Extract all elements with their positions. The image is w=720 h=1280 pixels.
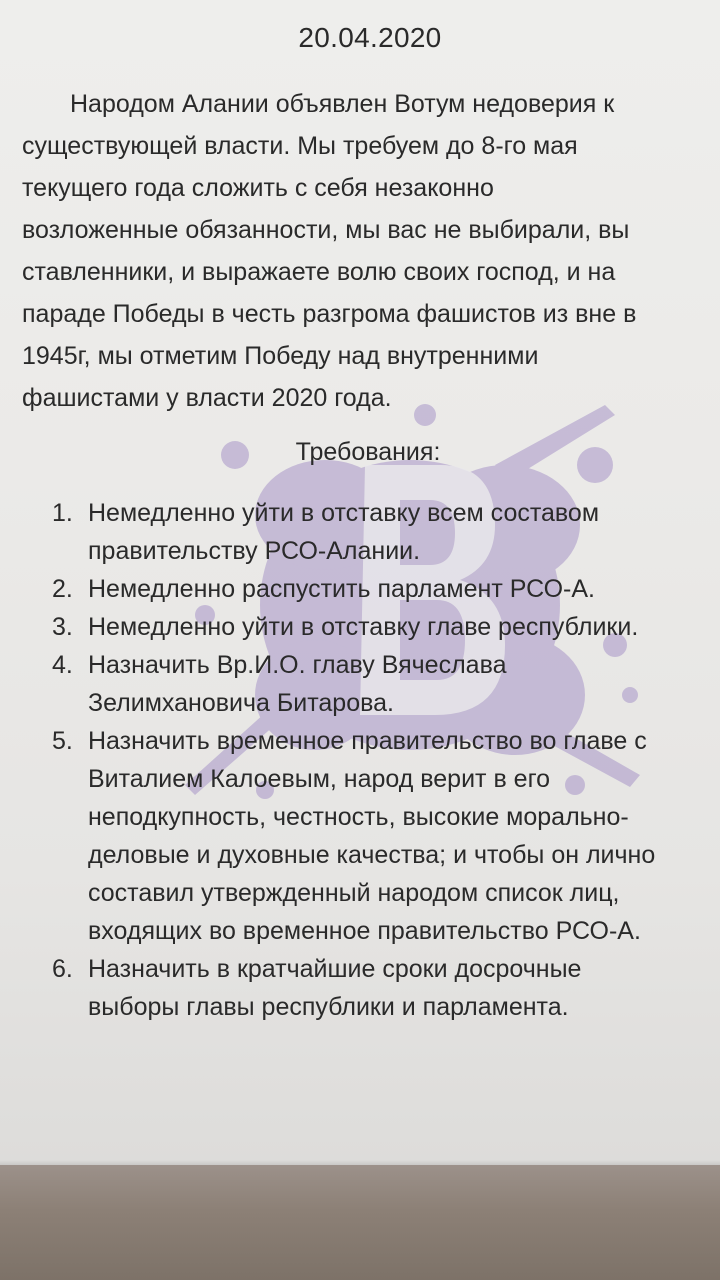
requirement-line: Немедленно распустить парламент РСО-А. — [88, 575, 596, 603]
requirement-line: Виталием Калоевым, народ верит в его — [88, 765, 551, 793]
requirement-line: Зелимхановича Битарова. — [88, 689, 394, 717]
requirement-line: выборы главы республики и парламента. — [88, 993, 569, 1021]
requirement-line: деловые и духовные качества; и чтобы он лично — [88, 841, 656, 869]
requirements-heading: Требования: — [295, 438, 441, 466]
paragraph-line: Народом Алании объявлен Вотум недоверия к — [70, 90, 615, 118]
requirement-number: 3. — [52, 613, 73, 641]
paragraph-line: 1945г, мы отметим Победу над внутренними — [22, 342, 539, 370]
document-date: 20.04.2020 — [298, 22, 442, 53]
requirement-line: входящих во временное правительство РСО-А. — [88, 917, 641, 945]
requirement-line: правительству РСО-Алании. — [88, 537, 421, 565]
requirement-number: 1. — [52, 499, 73, 527]
paragraph-line: возложенные обязанности, мы вас не выбирали, вы — [22, 216, 630, 244]
requirement-line: Назначить в кратчайшие сроки досрочные — [88, 955, 582, 983]
paragraph-line: параде Победы в честь разгрома фашистов из вне в — [22, 300, 637, 328]
requirement-line: Назначить временное правительство во главе с — [88, 727, 647, 755]
paragraph-line: существующей власти. Мы требуем до 8-го мая — [22, 132, 578, 160]
requirement-number: 4. — [52, 651, 73, 679]
requirement-item — [52, 950, 702, 1026]
requirement-item — [52, 608, 702, 646]
paragraph-line: ставленники, и выражаете волю своих господ, и на — [22, 258, 616, 286]
table-surface — [0, 1165, 720, 1280]
requirement-item — [52, 646, 702, 722]
requirement-item — [52, 494, 702, 570]
requirement-number: 6. — [52, 955, 73, 983]
paragraph-line: фашистами у власти 2020 года. — [22, 384, 392, 412]
paragraph-line: текущего года сложить с себя незаконно — [22, 174, 494, 202]
requirement-line: Немедленно уйти в отставку всем составом — [88, 499, 600, 527]
appeal-paragraph — [22, 83, 702, 419]
requirement-line: неподкупность, честность, высокие морально- — [88, 803, 629, 831]
requirement-line: составил утвержденный народом список лиц, — [88, 879, 620, 907]
requirement-item — [52, 722, 702, 950]
requirement-number: 2. — [52, 575, 73, 603]
requirement-item — [52, 570, 702, 608]
requirements-list — [52, 494, 702, 1026]
requirement-line: Назначить Вр.И.О. главу Вячеслава — [88, 651, 507, 679]
requirement-number: 5. — [52, 727, 73, 755]
requirement-line: Немедленно уйти в отставку главе республики. — [88, 613, 639, 641]
